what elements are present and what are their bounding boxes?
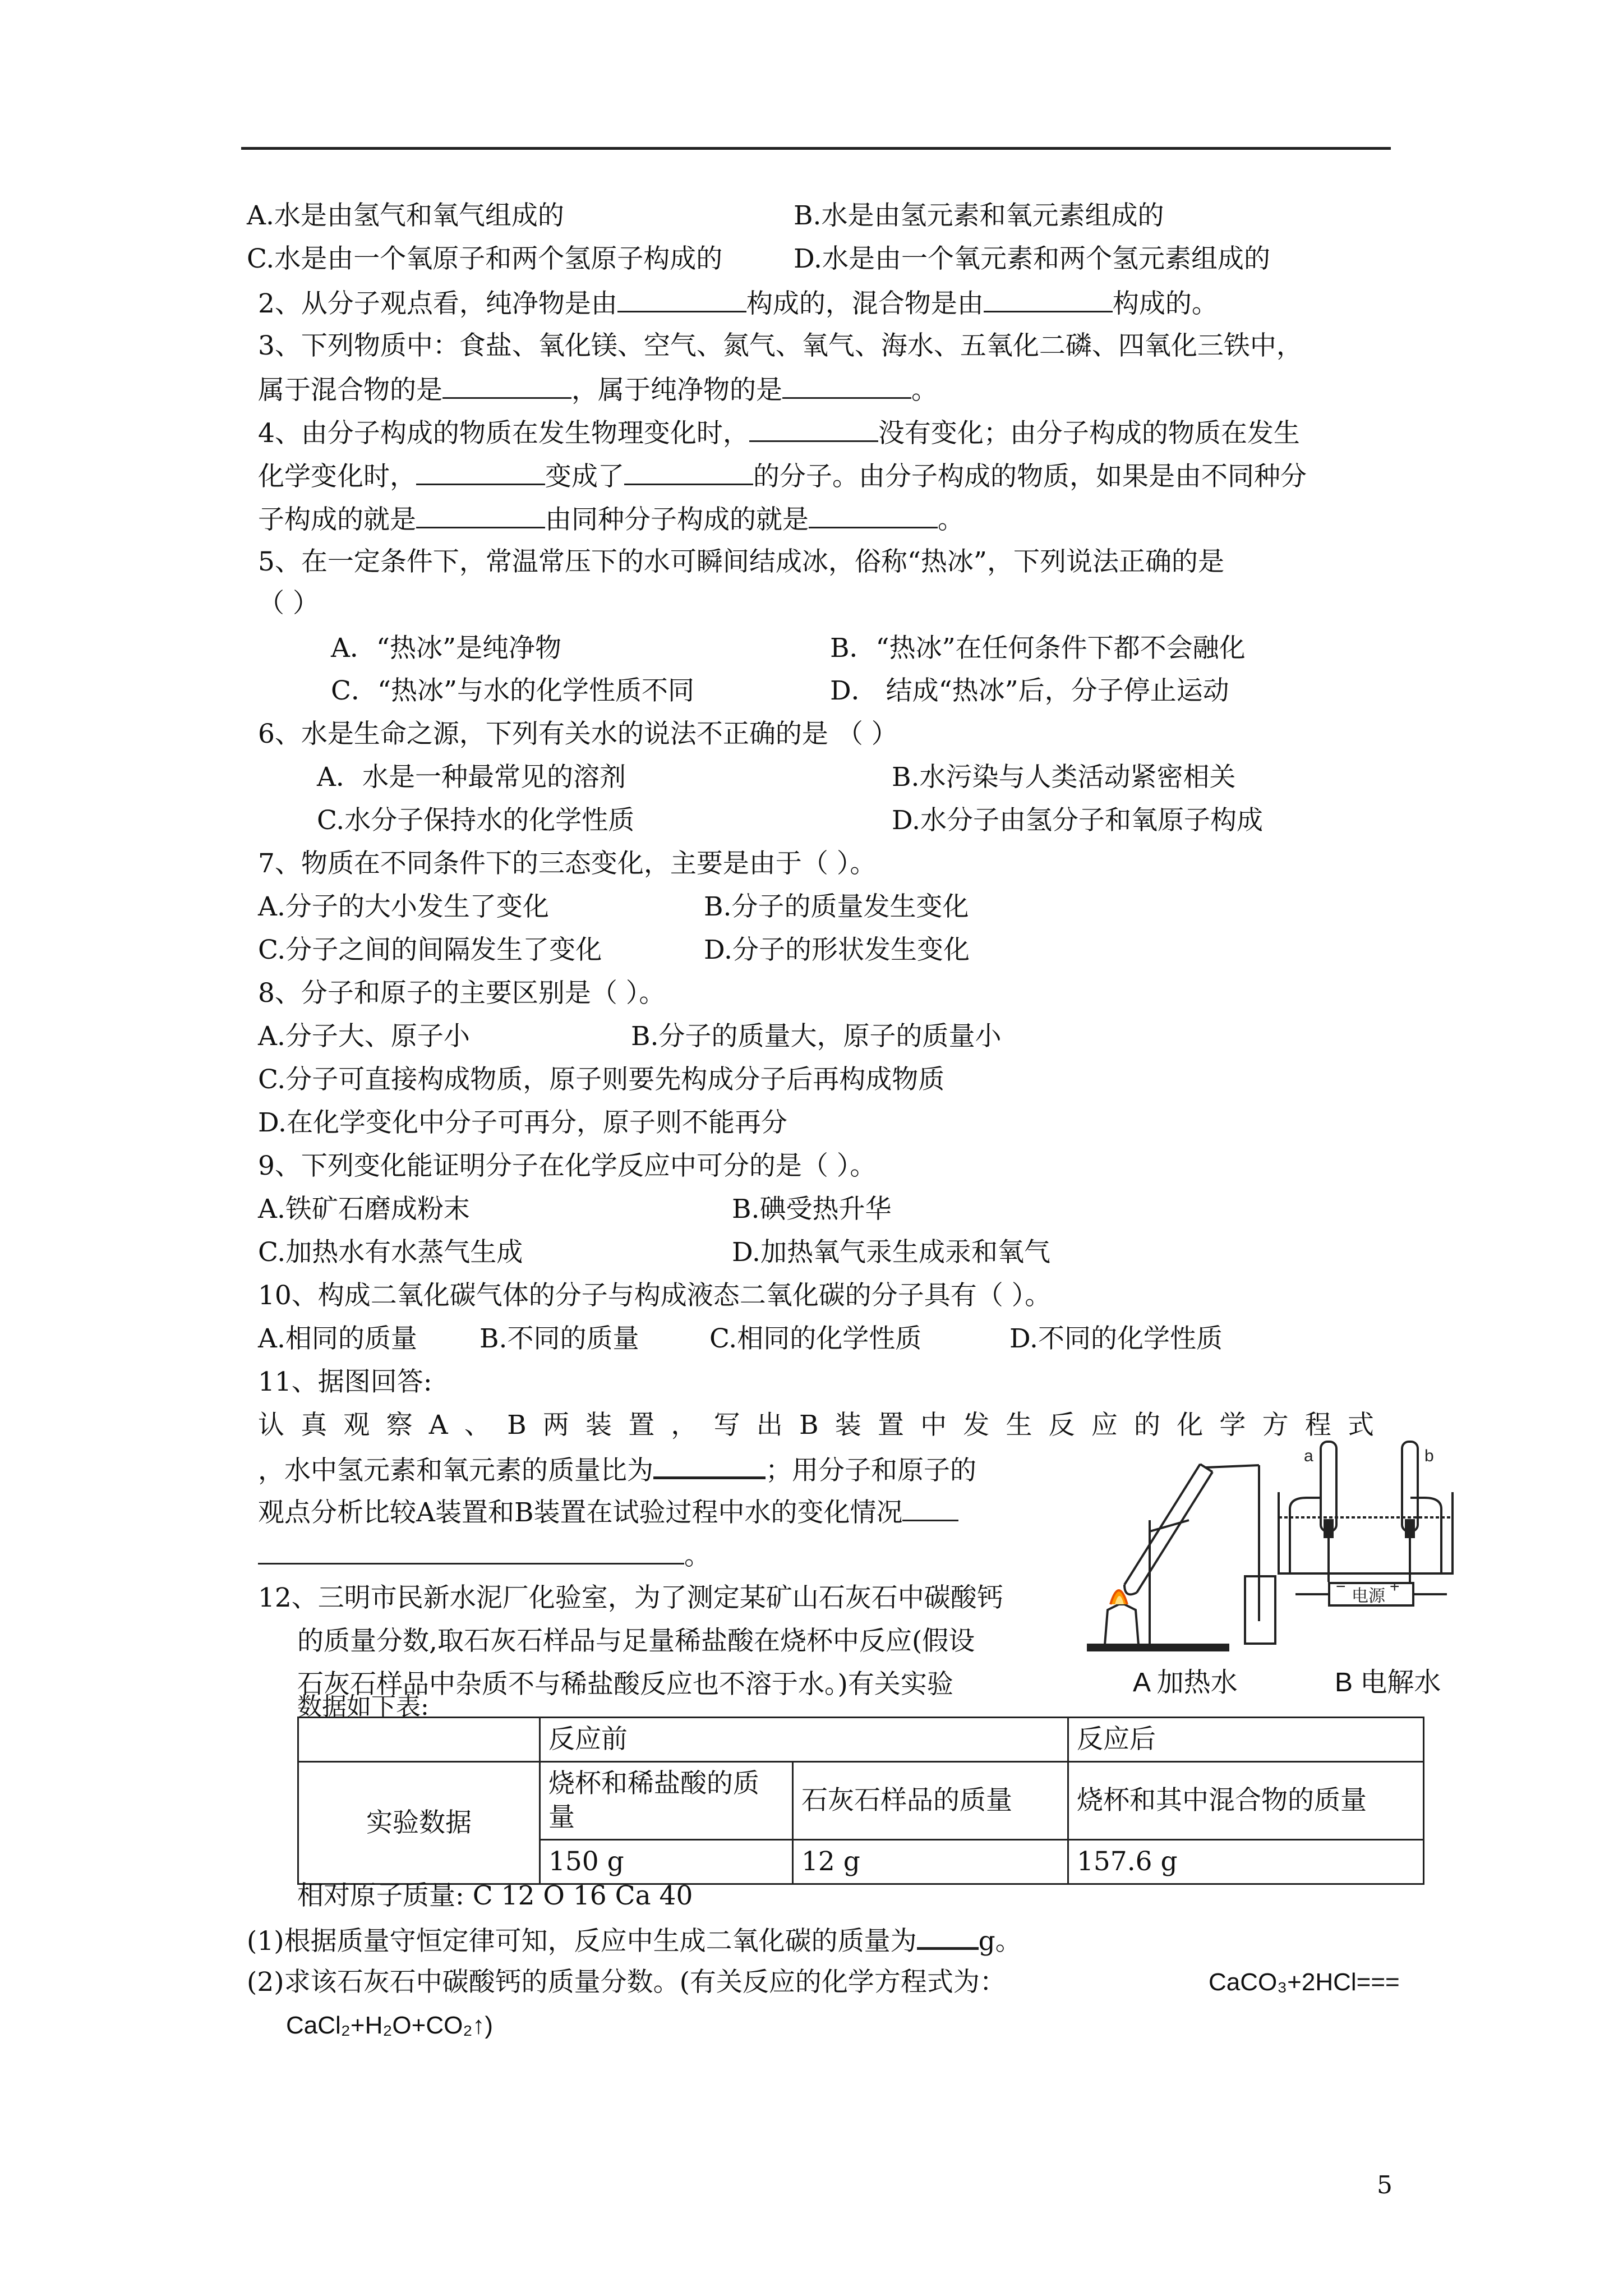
question-4-line-2: 化学变化时， 变成了 的分子。由分子构成的物质，如果是由不同种分 (258, 459, 1307, 494)
table-value-2: 12 g (793, 1840, 1068, 1884)
figure-label-a: A 加热水 (1133, 1668, 1238, 1697)
question-4-line-3: 子构成的就是 由同种分子构成的就是 。 (258, 502, 964, 537)
question-11-line-2: ，水中氢元素和氧元素的质量比为 ；用分子和原子的 (258, 1452, 976, 1488)
question-11-line-1: 认真观察A、B两装置，写出B装置中发生反应的化学方程式 (258, 1410, 1374, 1441)
q1-option-c: C.水是由一个氧原子和两个氢原子构成的 (247, 243, 723, 274)
table-value-1: 150 g (540, 1840, 793, 1884)
table-col-label-3: 烧杯和其中混合物的质量 (1068, 1762, 1424, 1840)
q5-option-d: D． 结成“热冰”后，分子停止运动 (830, 675, 1229, 706)
heating-apparatus (1088, 1464, 1275, 1650)
q9-option-b: B.碘受热升华 (732, 1194, 892, 1225)
question-6-stem: 6、水是生命之源，下列有关水的说法不正确的是 （ ） (258, 719, 898, 749)
q5-option-a: A．“热冰”是纯净物 (331, 633, 561, 664)
table-row-label: 实验数据 (298, 1762, 540, 1884)
q1-option-a: A.水是由氢气和氧气组成的 (247, 200, 564, 231)
question-7-stem: 7、物质在不同条件下的三态变化，主要是由于（ ）。 (258, 848, 877, 879)
question-12-line-2: 的质量分数,取石灰石样品与足量稀盐酸在烧杯中反应(假设 (297, 1626, 975, 1657)
answer-blank[interactable] (258, 1538, 684, 1565)
question-9-stem: 9、下列变化能证明分子在化学反应中可分的是（ ）。 (258, 1151, 877, 1181)
answer-blank[interactable] (653, 1452, 766, 1479)
electrolysis-apparatus (1279, 1442, 1453, 1605)
table-col-label-2: 石灰石样品的质量 (793, 1762, 1068, 1840)
q7-option-b: B.分子的质量发生变化 (704, 891, 969, 922)
question-4-line-1: 4、由分子构成的物质在发生物理变化时， 没有变化；由分子构成的物质在发生 (258, 416, 1300, 450)
q9-option-a: A.铁矿石磨成粉末 (258, 1194, 470, 1225)
q8-option-d: D.在化学变化中分子可再分，原子则不能再分 (258, 1107, 787, 1138)
answer-blank[interactable] (809, 502, 938, 528)
negative-terminal: − (1336, 1577, 1346, 1596)
q10-option-a: A.相同的质量 (258, 1323, 417, 1354)
table-value-3: 157.6 g (1068, 1840, 1424, 1884)
q6-option-b: B.水污染与人类活动紧密相关 (892, 762, 1236, 793)
q7-option-a: A.分子的大小发生了变化 (258, 891, 549, 922)
q8-option-a: A.分子大、原子小 (258, 1021, 470, 1052)
q6-option-c: C.水分子保持水的化学性质 (317, 805, 635, 836)
q10-option-b: B.不同的质量 (479, 1323, 639, 1354)
positive-terminal: + (1390, 1577, 1400, 1596)
q7-option-d: D.分子的形状发生变化 (704, 935, 970, 965)
answer-blank[interactable] (902, 1495, 958, 1521)
q5-option-b: B．“热冰”在任何条件下都不会融化 (830, 633, 1246, 664)
question-12-line-1: 12、三明市民新水泥厂化验室，为了测定某矿山石灰石中碳酸钙 (258, 1582, 1003, 1613)
question-11-line-4: 。 (258, 1538, 711, 1573)
q8-option-b: B.分子的质量大，原子的质量小 (631, 1021, 1002, 1052)
question-12-line-3: 石灰石样品中杂质不与稀盐酸反应也不溶于水。)有关实验 (297, 1669, 953, 1700)
figure-label-b: B 电解水 (1335, 1668, 1441, 1697)
answer-paren: （ ） (258, 588, 319, 619)
q9-option-c: C.加热水有水蒸气生成 (258, 1237, 523, 1268)
question-11-title: 11、据图回答: (258, 1366, 432, 1397)
q6-option-d: D.水分子由氢分子和氧原子构成 (892, 805, 1263, 836)
tube-label-b: b (1424, 1447, 1434, 1465)
answer-blank[interactable] (782, 372, 911, 399)
question-10-stem: 10、构成二氧化碳气体的分子与构成液态二氧化碳的分子具有（ ）。 (258, 1280, 1052, 1311)
answer-blank[interactable] (416, 459, 545, 485)
answer-blank[interactable] (749, 416, 878, 442)
answer-blank[interactable] (617, 286, 746, 312)
question-8-stem: 8、分子和原子的主要区别是（ ）。 (258, 978, 666, 1009)
tube-label-a: a (1304, 1447, 1313, 1465)
table-col-label-1: 烧杯和稀盐酸的质量 (540, 1762, 793, 1840)
q10-option-d: D.不同的化学性质 (1009, 1323, 1223, 1354)
question-2: 2、从分子观点看，纯净物是由 构成的，混合物是由 构成的。 (258, 286, 1218, 321)
power-source-label: 电源 (1352, 1587, 1385, 1605)
answer-blank[interactable] (917, 1922, 979, 1950)
table-header-after: 反应后 (1068, 1718, 1424, 1762)
question-12-sub-1: (1)根据质量守恒定律可知，反应中生成二氧化碳的质量为 g。 (247, 1922, 1022, 1958)
q7-option-c: C.分子之间的间隔发生了变化 (258, 935, 602, 965)
q8-option-c: C.分子可直接构成物质，原子则要先构成分子后再构成物质 (258, 1064, 945, 1095)
question-11-line-3: 观点分析比较A装置和B装置在试验过程中水的变化情况 (258, 1495, 958, 1530)
table-header-before: 反应前 (540, 1718, 1068, 1762)
question-3-line-2: 属于混合物的是 ，属于纯净物的是 。 (258, 372, 938, 407)
atomic-mass-note: 相对原子质量: C 12 O 16 Ca 40 (297, 1880, 693, 1911)
question-12-sub-2: (2)求该石灰石中碳酸钙的质量分数。(有关反应的化学方程式为： (247, 1967, 1006, 1998)
question-3-line-1: 3、下列物质中：食盐、氧化镁、空气、氮气、氧气、海水、五氧化二磷、四氧化三铁中， (258, 330, 1303, 361)
q9-option-d: D.加热氧气汞生成汞和氧气 (732, 1237, 1050, 1268)
q10-option-c: C.相同的化学性质 (709, 1323, 922, 1354)
table-corner-cell (298, 1718, 540, 1762)
reaction-equation-part-1: CaCO₃+2HCl=== (1209, 1968, 1400, 1996)
reaction-equation-part-2: CaCl₂+H₂O+CO₂↑) (286, 2012, 494, 2039)
answer-blank[interactable] (442, 372, 571, 399)
header-rule (241, 147, 1391, 150)
q5-option-c: C．“热冰”与水的化学性质不同 (331, 675, 695, 706)
page-number: 5 (1377, 2171, 1393, 2200)
q1-option-d: D.水是由一个氧元素和两个氢元素组成的 (794, 243, 1270, 274)
question-12-line-4: 数据如下表: (297, 1692, 429, 1721)
apparatus-figure (1066, 1436, 1458, 1666)
experiment-data-table (297, 1717, 1424, 1885)
q1-option-b: B.水是由氢元素和氧元素组成的 (794, 200, 1164, 231)
answer-blank[interactable] (624, 459, 753, 485)
answer-blank[interactable] (984, 286, 1113, 312)
answer-blank[interactable] (416, 502, 545, 528)
q6-option-a: A．水是一种最常见的溶剂 (317, 762, 626, 793)
question-5-stem: 5、在一定条件下，常温常压下的水可瞬间结成冰，俗称“热冰”，下列说法正确的是 (258, 546, 1224, 577)
